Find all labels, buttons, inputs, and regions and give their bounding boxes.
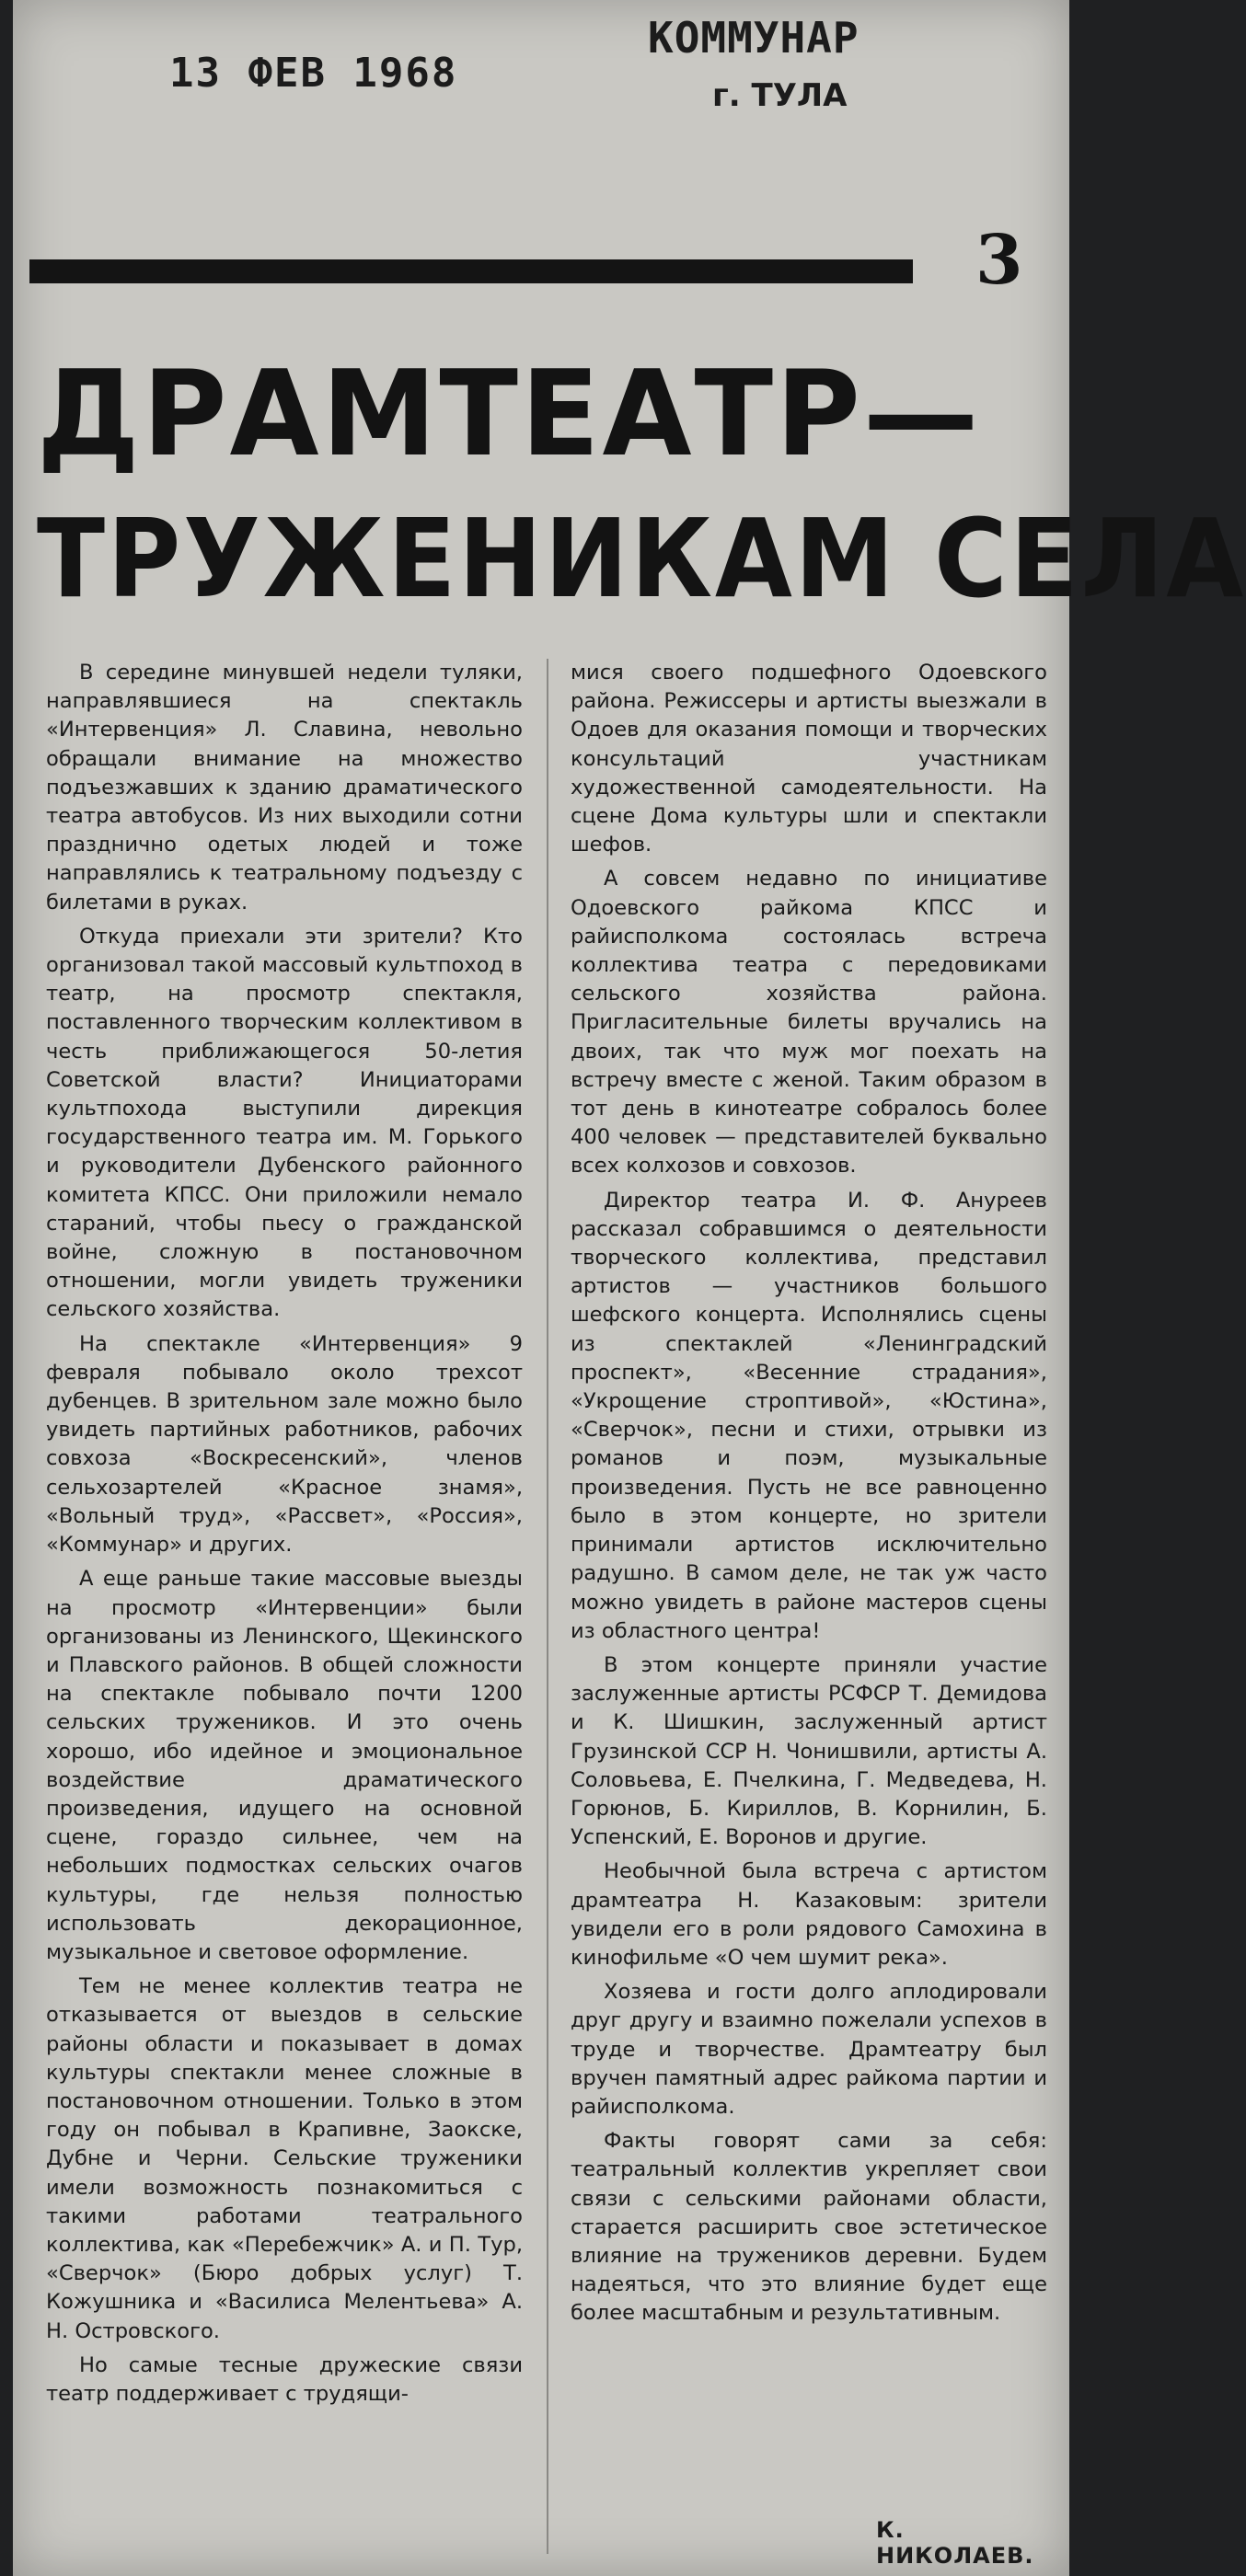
paragraph: А еще раньше такие массовые выезды на просмотр «Интервенции» были организованы из Ленинского, Щекинского и Плавского районов. В общей сложности на спектакле побывало почти 1200 сельских тружеников. И это очень хорошо, ибо идейное и эмоциональное воздействие драматического произведения, идущего на основной сцене, гораздо сильнее, чем на небольших подмостках сельских очагов культуры, где нельзя полностью использовать декорационное, музыкальное и световое оформление. <box>46 1567 523 1964</box>
paragraph: Директор театра И. Ф. Ануреев рассказал собравшимся о деятельности творческого коллектива, представил артистов — участников большого шефского концерта. Исполнялись сцены из спектаклей «Ленинградский проспект», «Весенние страдания», «Укрощение строптивой», «Юстина», «Сверчок», песни и стихи, отрывки из романов и поэм, музыкальные произведения. Пусть не все равноценно было в этом концерте, но зрители принимали артистов исключительно радушно. В самом деле, не так уж часто можно увидеть в районе мастеров сцены из областного центра! <box>571 1188 1047 1643</box>
headline-line-1: ДРАМТЕАТР— <box>37 346 982 483</box>
paragraph: Хозяева и гости долго аплодировали друг другу и взаимно пожелали успехов в труде и творчестве. Драмтеатру был вручен памятный адрес райкома партии и райисполкома. <box>571 1980 1047 2119</box>
paragraph: В середине минувшей недели туляки, направлявшиеся на спектакль «Интервенция» Л. Славина, невольно обращали внимание на множество подъезжавших к зданию драматического театра автобусов. Из них выходили сотни празднично одетых людей и тоже направлялись к театральному подъезду с билетами в руках. <box>46 661 523 914</box>
paragraph: мися своего подшефного Одоевского района. Режиссеры и артисты выезжали в Одоев для оказания помощи и творческих консультаций участникам художественной самодеятельности. На сцене Дома культуры шли и спектакли шефов. <box>571 661 1047 857</box>
newspaper-name-stamp: КОММУНАР <box>648 13 860 63</box>
paragraph: Факты говорят сами за себя: театральный коллектив укрепляет свои связи с сельскими районами области, старается расширить свое эстетическое влияние на тружеников деревни. Будем надеяться, что это влияние будет еще более масштабным и результативным. <box>571 2129 1047 2326</box>
city-stamp: г. ТУЛА <box>712 77 848 114</box>
page-number: 3 <box>975 221 1023 300</box>
paragraph: На спектакле «Интервенция» 9 февраля побывало около трехсот дубенцев. В зрительном зале можно было увидеть партийных работников, рабочих совхоза «Воскресенский», членов сельхозартелей «Красное знамя», «Вольный труд», «Рассвет», «Россия», «Коммунар» и других. <box>46 1331 523 1558</box>
author-signature: К. НИКОЛАЕВ. <box>876 2517 1034 2569</box>
paragraph: А совсем недавно по инициативе Одоевского райкома КПСС и райисполкома состоялась встреча коллектива театра с передовиками сельского хозяйства района. Пригласительные билеты вручались на двоих, так что муж мог поехать на встречу вместе с женой. Таким образом в тот день в кинотеатре собралось более 400 человек — представителей буквально всех колхозов и совхозов. <box>571 867 1047 1179</box>
paragraph: Необычной была встреча с артистом драмтеатра Н. Казаковым: зрители увидели его в роли рядового Самохина в кинофильме «О чем шумит река». <box>571 1859 1047 1970</box>
headline-line-2: ТРУЖЕНИКАМ СЕЛА <box>37 495 1246 622</box>
date-stamp: 13 ФЕВ 1968 <box>169 50 458 97</box>
article-column-right <box>571 659 1047 2334</box>
header-rule <box>29 259 913 283</box>
paragraph: Но самые тесные дружеские связи театр поддерживает с трудящи- <box>46 2352 523 2406</box>
paragraph: Откуда приехали эти зрители? Кто организовал такой массовый культпоход в театр, на просмотр спектакля, поставленного творческим коллективом в честь приближающегося 50-летия Советской власти? Инициаторами культпохода выступили дирекция государственного театра им. М. Горького и руководители Дубенского районного комитета КПСС. Они приложили немало стараний, чтобы пьесу о гражданской войне, сложную в постановочном отношении, могли увидеть труженики сельского хозяйства. <box>46 924 523 1322</box>
article-column-left <box>46 659 523 2414</box>
newspaper-clipping <box>13 0 1246 2576</box>
paragraph: В этом концерте приняли участие заслуженные артисты РСФСР Т. Демидова и К. Шишкин, заслуженный артист Грузинской ССР Н. Чонишвили, артисты А. Соловьева, Е. Пчелкина, Г. Медведева, Н. Горюнов, Б. Кириллов, В. Корнилин, Б. Успенский, Е. Воронов и другие. <box>571 1652 1047 1850</box>
paragraph: Тем не менее коллектив театра не отказывается от выездов в сельские районы области и показывает в домах культуры спектакли менее сложные в постановочном отношении. Только в этом году он побывал в Крапивне, Заокске, Дубне и Черни. Сельские труженики имели возможность познакомиться с такими работами театрального коллектива, как «Перебежчик» А. и П. Тур, «Сверчок» (Бюро добрых услуг) Т. Кожушника и «Василиса Мелентьева» А. Н. Островского. <box>46 1974 523 2343</box>
column-divider <box>547 659 548 2554</box>
